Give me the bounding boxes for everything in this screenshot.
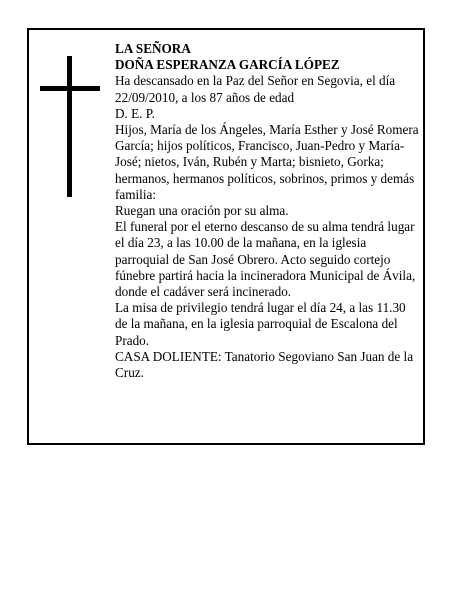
obituary-heading: LA SEÑORA — [115, 41, 191, 56]
obituary-notice — [27, 28, 425, 445]
funeral-details: El funeral por el eterno descanso de su alma tendrá lugar el día 23, a las 10.00 de la mañana, en la iglesia parroquial de San José Obrero. Acto seguido cortejo fúnebre partirá hacia la incineradora Municipal de Ávila, donde el cadáver será incinerado. — [115, 219, 416, 300]
deceased-name: DOÑA ESPERANZA GARCÍA LÓPEZ — [115, 57, 340, 73]
funeral-home: CASA DOLIENTE: Tanatorio Segoviano San Juan de la Cruz. — [115, 348, 414, 381]
cross-horizontal-bar — [40, 86, 100, 91]
rip-abbreviation: D. E. P. — [115, 105, 155, 121]
death-announcement: Ha descansado en la Paz del Señor en Segovia, el día 22/09/2010, a los 87 años de edad — [115, 73, 396, 105]
mass-details: La misa de privilegio tendrá lugar el día 24, a las 11.30 de la mañana, en la iglesia parroquial de Escalona del Prado. — [115, 300, 406, 348]
obituary-text — [115, 41, 421, 381]
prayer-request: Ruegan una oración por su alma. — [115, 203, 289, 219]
family-members: Hijos, María de los Ángeles, María Esther y José Romera García; hijos políticos, Francisco, Juan-Pedro y María-José; nietos, Iván, Rubén y Marta; bisnieto, Gorka; hermanos, hermanos políticos, sobrinos, primos y demás familia: — [115, 122, 419, 202]
cross-vertical-bar — [67, 56, 72, 197]
